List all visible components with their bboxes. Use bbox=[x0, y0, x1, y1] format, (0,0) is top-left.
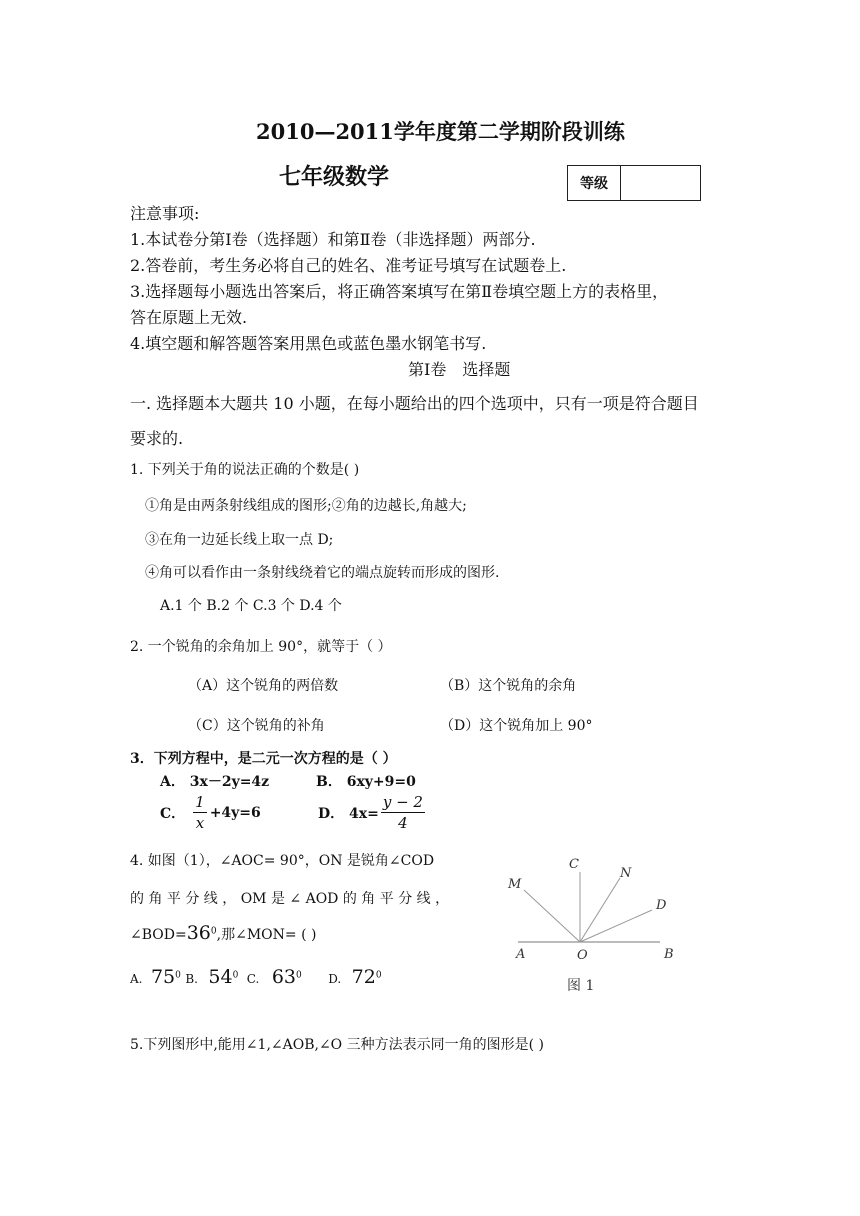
grade-box bbox=[567, 165, 701, 201]
q2-option-c: （C）这个锐角的补角 bbox=[188, 718, 325, 734]
page-subtitle: 七年级数学 bbox=[279, 164, 390, 190]
page-title: 2010—2011学年度第二学期阶段训练 bbox=[256, 119, 625, 144]
q3-option-d-denominator: 4 bbox=[398, 814, 408, 832]
q1-statement-3: ④角可以看作由一条射线绕着它的端点旋转而形成的图形. bbox=[145, 565, 500, 581]
q1-stem: 1. 下列关于角的说法正确的个数是( ) bbox=[130, 462, 360, 478]
figure-label-d: D bbox=[656, 898, 667, 913]
q2-option-b: （B）这个锐角的余角 bbox=[440, 678, 577, 694]
q4-option-c-value: 63 bbox=[271, 966, 296, 988]
q4-options bbox=[130, 966, 382, 988]
q3-option-d-fraction bbox=[381, 792, 425, 833]
q3-option-c-numerator: 1 bbox=[195, 793, 205, 811]
grade-value-cell[interactable] bbox=[621, 166, 700, 200]
q2-option-a: （A）这个锐角的两倍数 bbox=[188, 678, 339, 694]
q4-option-b-degree: 0 bbox=[232, 970, 239, 981]
q3-option-c-denominator: x bbox=[195, 814, 205, 832]
figure-1-diagram bbox=[500, 850, 700, 1000]
q4-option-a-degree: 0 bbox=[175, 970, 181, 981]
figure-label-n: N bbox=[620, 866, 632, 881]
figure-label-c: C bbox=[569, 857, 579, 872]
q4-bod-prefix: ∠BOD= bbox=[130, 927, 187, 943]
q4-line-2: 的 角 平 分 线 ， OM 是 ∠ AOD 的 角 平 分 线 ， bbox=[130, 891, 450, 907]
notice-item-4: 4.填空题和解答题答案用黑色或蓝色墨水钢笔书写. bbox=[130, 334, 487, 353]
figure-ray-om bbox=[524, 890, 580, 942]
grade-label: 等级 bbox=[568, 166, 621, 200]
figure-label-m: M bbox=[508, 877, 522, 892]
q4-bod-value: 36 bbox=[186, 922, 211, 944]
notice-item-1: 1.本试卷分第Ⅰ卷（选择题）和第Ⅱ卷（非选择题）两部分. bbox=[130, 230, 536, 249]
figure-ray-on bbox=[580, 878, 620, 942]
q4-option-b-letter: B. bbox=[185, 972, 198, 986]
figure-label-b: B bbox=[664, 947, 674, 962]
q3-option-d-prefix: D． 4x= bbox=[318, 805, 379, 822]
q4-option-c-letter: C. bbox=[246, 972, 260, 986]
q4-bod-suffix: ,那∠MON= ( ) bbox=[216, 927, 317, 943]
q4-option-a-letter: A. bbox=[130, 972, 143, 986]
section-instructions-2: 要求的. bbox=[130, 429, 184, 448]
q4-option-c-degree: 0 bbox=[296, 970, 302, 981]
figure-label-a: A bbox=[516, 947, 526, 962]
q3-option-d-numerator: y − 2 bbox=[382, 793, 423, 811]
q4-line-3 bbox=[130, 922, 316, 944]
q4-option-d-value: 72 bbox=[351, 966, 376, 988]
q1-options: A.1 个 B.2 个 C.3 个 D.4 个 bbox=[160, 598, 342, 614]
figure-1-caption: 图 1 bbox=[567, 978, 595, 994]
notice-item-2: 2.答卷前，考生务必将自己的姓名、准考证号填写在试题卷上. bbox=[130, 256, 567, 275]
q2-stem: 2. 一个锐角的余角加上 90°，就等于（ ） bbox=[130, 639, 392, 655]
q5-stem: 5.下列图形中,能用∠1,∠AOB,∠O 三种方法表示同一角的图形是( ) bbox=[130, 1037, 544, 1053]
q4-bod-degree: 0 bbox=[210, 926, 217, 937]
q4-option-d-letter: D. bbox=[328, 972, 342, 986]
q3-option-b: B． 6xy+9=0 bbox=[316, 774, 416, 790]
q3-stem: 3．下列方程中，是二元一次方程的是（ ） bbox=[130, 751, 397, 767]
figure-label-o: O bbox=[577, 948, 588, 963]
figure-ray-od bbox=[580, 910, 652, 942]
q4-option-b-value: 54 bbox=[208, 966, 233, 988]
notice-item-3: 3.选择题每小题选出答案后，将正确答案填写在第Ⅱ卷填空题上方的表格里， bbox=[130, 282, 669, 301]
q3-option-c-prefix: C． bbox=[160, 805, 186, 822]
q4-option-a-value: 75 bbox=[150, 966, 176, 988]
q3-option-c bbox=[160, 792, 261, 833]
q3-option-c-fraction bbox=[193, 792, 207, 833]
q3-option-c-suffix: +4y=6 bbox=[209, 804, 261, 821]
q1-statement-1: ①角是由两条射线组成的图形;②角的边越长,角越大; bbox=[145, 498, 467, 514]
q3-option-d bbox=[318, 792, 425, 833]
q1-statement-2: ③在角一边延长线上取一点 D; bbox=[145, 532, 334, 548]
notice-heading: 注意事项: bbox=[130, 204, 200, 223]
notice-item-3-cont: 答在原题上无效. bbox=[130, 308, 248, 327]
section-instructions-1: 一. 选择题本大题共 10 小题，在每小题给出的四个选项中，只有一项是符合题目 bbox=[130, 394, 699, 413]
q4-line-1: 4. 如图（1），∠AOC= 90°，ON 是锐角∠COD bbox=[130, 853, 435, 869]
q2-option-d: （D）这个锐角加上 90° bbox=[440, 718, 593, 734]
q4-option-d-degree: 0 bbox=[375, 970, 382, 981]
q3-option-a: A． 3x－2y=4z bbox=[160, 774, 270, 790]
section-title: 第Ⅰ卷 选择题 bbox=[408, 360, 511, 379]
